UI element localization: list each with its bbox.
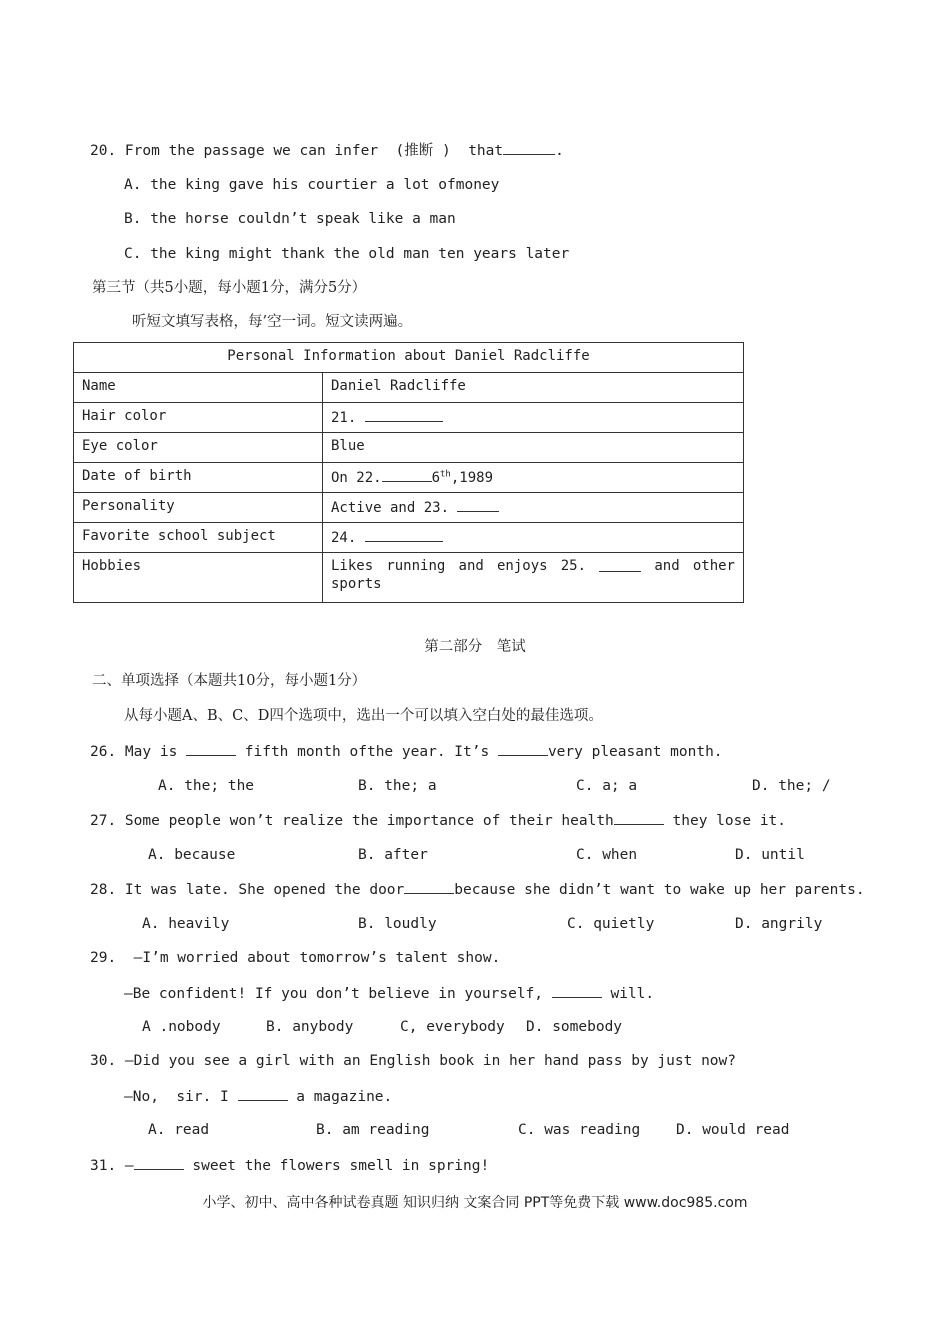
answer-blank	[503, 140, 555, 155]
table-row	[74, 523, 744, 553]
q29-option-c: C, everybody	[400, 1019, 505, 1035]
row-key: Hobbies	[74, 553, 323, 603]
table-row	[74, 403, 744, 433]
q20-option-b: B. the horse couldn’t speak like a man	[124, 211, 456, 227]
q31-stem: 31. — sweet the flowers smell in spring!	[90, 1155, 489, 1176]
q27-option-d: D. until	[735, 847, 805, 863]
answer-blank	[599, 557, 641, 572]
q20-option-a: A. the king gave his courtier a lot ofmoney	[124, 177, 500, 193]
page-footer: 小学、初中、高中各种试卷真题 知识归纳 文案合同 PPT等免费下载 www.doc985.com	[202, 1195, 748, 1211]
answer-blank	[498, 741, 548, 756]
q29-option-a: A .nobody	[142, 1019, 221, 1035]
answer-blank	[614, 810, 664, 825]
q29-option-d: D. somebody	[526, 1019, 623, 1035]
answer-blank	[134, 1155, 184, 1170]
answer-blank	[238, 1086, 288, 1101]
answer-blank	[457, 497, 499, 512]
answer-blank	[552, 983, 602, 998]
q26-option-d: D. the; /	[752, 778, 831, 794]
q30-stem: 30. —Did you see a girl with an English book in her hand pass by just now?	[90, 1053, 737, 1069]
q30-line2: —No, sir. I a magazine.	[124, 1086, 392, 1107]
q20-stem: 20. From the passage we can infer (推断 ) that .	[90, 140, 564, 161]
table-row	[74, 463, 744, 493]
answer-blank	[365, 407, 443, 422]
section3-title: 第三节（共5小题，每小题1分，满分5分）	[92, 280, 367, 296]
table-row	[74, 373, 744, 403]
q28-option-c: C. quietly	[567, 916, 655, 932]
row-key: Date of birth	[74, 463, 323, 493]
row-key: Personality	[74, 493, 323, 523]
q30-option-c: C. was reading	[518, 1122, 641, 1138]
q28-option-b: B. loudly	[358, 916, 437, 932]
q26-option-c: C. a; a	[576, 778, 638, 794]
q28-stem: 28. It was late. She opened the door because she didn’t want to wake up her parents.	[90, 879, 865, 900]
q30-option-d: D. would read	[676, 1122, 790, 1138]
row-key: Eye color	[74, 433, 323, 463]
row-value: Likes running and enjoys 25. and other sports	[323, 553, 744, 603]
row-key: Favorite school subject	[74, 523, 323, 553]
row-value: 24.	[323, 523, 744, 553]
part2-title: 第二部分 笔试	[424, 639, 526, 655]
row-value: Active and 23.	[323, 493, 744, 523]
table-title: Personal Information about Daniel Radcliffe	[74, 343, 744, 373]
q27-stem: 27. Some people won’t realize the importance of their health they lose it.	[90, 810, 786, 831]
row-value: Blue	[323, 433, 744, 463]
answer-blank	[186, 741, 236, 756]
section1-instruction: 从每小题A、B、C、D四个选项中，选出一个可以填入空白处的最佳选项。	[124, 708, 603, 724]
q26-option-a: A. the; the	[158, 778, 255, 794]
table-title-row	[74, 343, 744, 373]
row-value: Daniel Radcliffe	[323, 373, 744, 403]
row-value: 21.	[323, 403, 744, 433]
row-key: Hair color	[74, 403, 323, 433]
answer-blank	[365, 527, 443, 542]
section3-instruction: 听短文填写表格，每’空一词。短文读两遍。	[132, 314, 413, 330]
section1-title: 二、单项选择（本题共10分，每小题1分）	[92, 673, 367, 689]
q29-stem: 29. —I’m worried about tomorrow’s talent show.	[90, 950, 501, 966]
info-table	[73, 342, 744, 603]
table-row	[74, 433, 744, 463]
answer-blank	[382, 467, 432, 482]
q27-option-b: B. after	[358, 847, 428, 863]
table-row	[74, 493, 744, 523]
q29-option-b: B. anybody	[266, 1019, 354, 1035]
answer-blank	[404, 879, 454, 894]
q30-option-b: B. am reading	[316, 1122, 430, 1138]
row-value: On 22. 6th,1989	[323, 463, 744, 493]
q26-stem: 26. May is fifth month ofthe year. It’s very pleasant month.	[90, 741, 723, 762]
q26-option-b: B. the; a	[358, 778, 437, 794]
q20-option-c: C. the king might thank the old man ten years later	[124, 246, 570, 262]
q28-option-d: D. angrily	[735, 916, 823, 932]
row-key: Name	[74, 373, 323, 403]
q29-line2: —Be confident! If you don’t believe in yourself, will.	[124, 983, 654, 1004]
q27-option-c: C. when	[576, 847, 638, 863]
q30-option-a: A. read	[148, 1122, 210, 1138]
q28-option-a: A. heavily	[142, 916, 230, 932]
q27-option-a: A. because	[148, 847, 236, 863]
table-row	[74, 553, 744, 603]
